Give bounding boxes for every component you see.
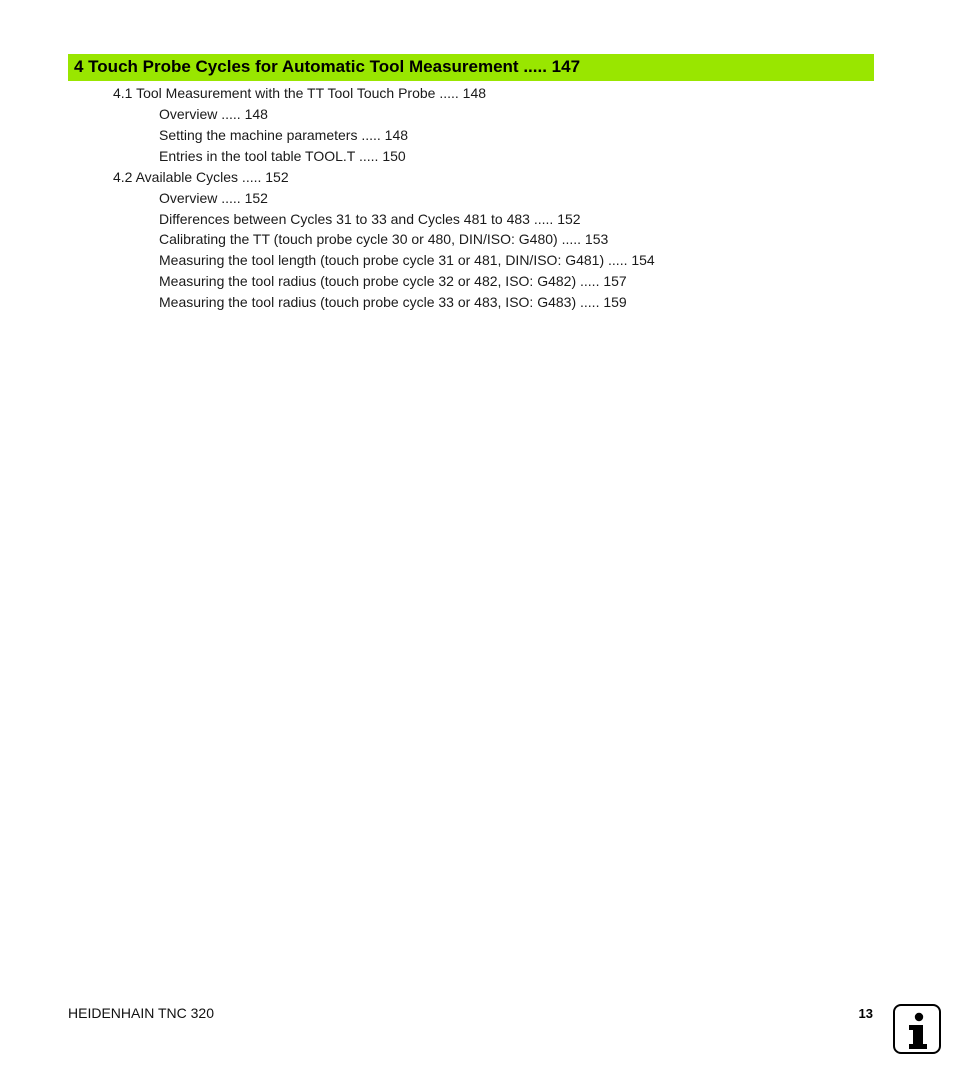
toc-entry[interactable]: Measuring the tool radius (touch probe cycle 33 or 483, ISO: G483) ..... 159: [159, 294, 627, 310]
info-icon: [893, 1004, 941, 1054]
toc-entry[interactable]: Differences between Cycles 31 to 33 and Cycles 481 to 483 ..... 152: [159, 211, 581, 227]
toc-section-4-1[interactable]: 4.1 Tool Measurement with the TT Tool Touch Probe ..... 148: [113, 85, 487, 101]
chapter-heading-bar: [68, 54, 874, 81]
footer-brand: HEIDENHAIN TNC 320: [68, 1005, 215, 1021]
toc-entry[interactable]: Measuring the tool radius (touch probe cycle 32 or 482, ISO: G482) ..... 157: [159, 273, 627, 289]
toc-entry[interactable]: Overview ..... 148: [159, 106, 268, 122]
chapter-title[interactable]: 4 Touch Probe Cycles for Automatic Tool Measurement ..... 147: [74, 57, 581, 76]
toc-entry[interactable]: Overview ..... 152: [159, 190, 268, 206]
page-number: 13: [858, 1006, 873, 1021]
toc-entry[interactable]: Measuring the tool length (touch probe cycle 31 or 481, DIN/ISO: G481) ..... 154: [159, 252, 655, 268]
toc-entry[interactable]: Setting the machine parameters ..... 148: [159, 127, 409, 143]
toc-entry[interactable]: Calibrating the TT (touch probe cycle 30 or 480, DIN/ISO: G480) ..... 153: [159, 231, 609, 247]
toc-entry[interactable]: Entries in the tool table TOOL.T ..... 150: [159, 148, 406, 164]
toc-section-4-2[interactable]: 4.2 Available Cycles ..... 152: [113, 169, 289, 185]
